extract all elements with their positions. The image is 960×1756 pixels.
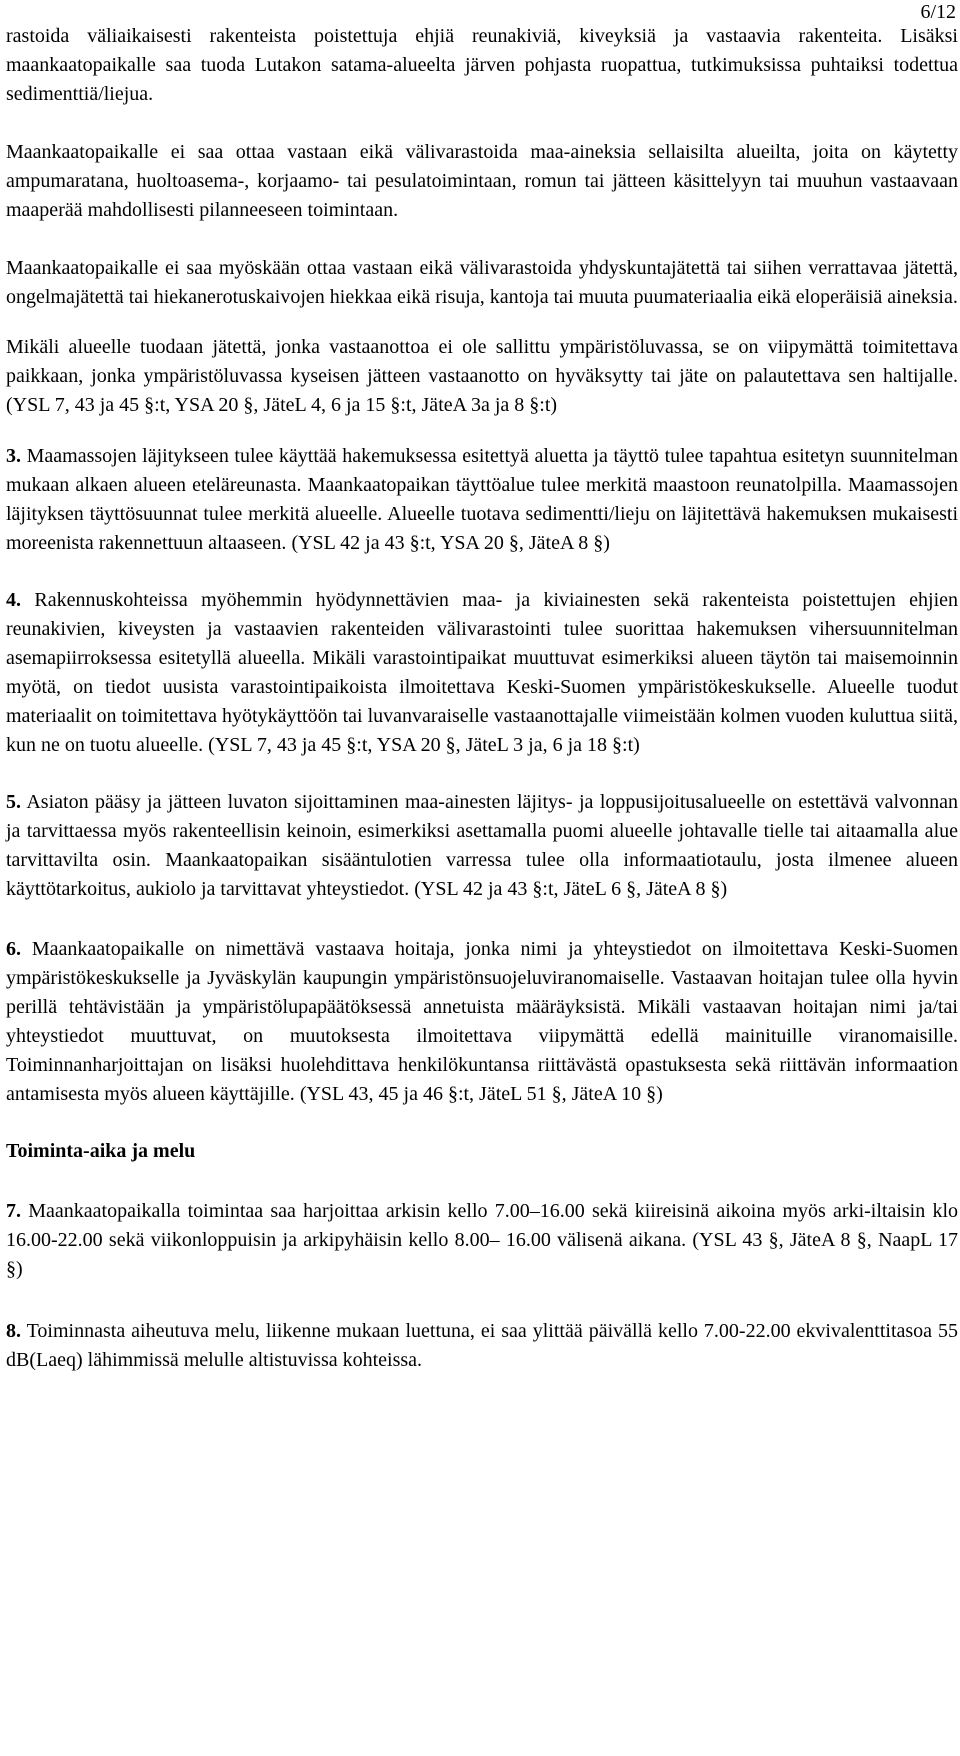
regulation-item-3	[6, 442, 958, 558]
item-text: Maamassojen läjitykseen tulee käyttää hakemuksessa esitettyä aluetta ja täyttö tulee tapahtua esitetyn suunnitelman mukaan alkaen alueen eteläreunasta. Maankaatopaikan täyttöalue tulee merkitä maastoon reunatolpilla. Maamassojen läjityksen täyttösuunnat tulee merkitä alueelle. Alueelle tuotava sedimentti/lieju on läjitettävä hakemuksen mukaisesti moreenista rakennettuun altaaseen.	[6, 445, 959, 554]
item-number: 6.	[6, 938, 21, 960]
item-text: Maankaatopaikalla toimintaa saa harjoittaa arkisin kello 7.00–16.00 sekä kiireisinä aikoina myös arki-iltaisin klo 16.00-22.00 sekä viikonloppuisin ja arkipyhäisin kello 8.00– 16.00 välisenä aikana.	[6, 1200, 959, 1251]
regulation-item-6	[6, 935, 958, 1109]
item-number: 5.	[6, 791, 21, 813]
paragraph-waste-restrictions: Maankaatopaikalle ei saa myöskään ottaa vastaan eikä välivarastoida yhdyskuntajätettä tai siihen verrattavaa jätettä, ongelmajätettä tai hiekanerotuskaivojen hiekkaa eikä risuja, kantoja tai muuta puumateriaalia eikä eloperäisiä aineksia.	[6, 257, 958, 308]
legal-reference: (YSL 42 ja 43 §:t, YSA 20 §, JäteA 8 §)	[291, 532, 610, 554]
regulation-item-7	[6, 1197, 958, 1284]
paragraph-intro: rastoida väliaikaisesti rakenteista poistettuja ehjiä reunakiviä, kiveyksiä ja vastaavia rakenteita. Lisäksi maankaatopaikalle saa tuoda Lutakon satama-alueelta järven pohjasta ruopattua, tutkimuksissa puhtaiksi todettua sedimenttiä/liejua.	[6, 25, 958, 105]
legal-reference: (YSL 43, 45 ja 46 §:t, JäteL 51 §, JäteA 10 §)	[299, 1083, 663, 1105]
paragraph-unauthorized-waste	[6, 333, 958, 420]
document-page	[6, 22, 958, 1375]
item-number: 8.	[6, 1320, 21, 1342]
paragraph-text: Mikäli alueelle tuodaan jätettä, jonka vastaanottoa ei ole sallittu ympäristöluvassa, se on viipymättä toimitettava paikkaan, jonka ympäristöluvassa kyseisen jätteen vastaanotto on hyväksytty tai jäte on palautettava sen haltijalle.	[6, 336, 958, 387]
item-text: Asiaton pääsy ja jätteen luvaton sijoittaminen maa-ainesten läjitys- ja loppusijoitusalueelle on estettävä valvonnan ja tarvittaessa myös rakenteellisin keinoin, esimerkiksi asettamalla puomi alueelle johtavalle tielle tai aitaamalla alue tarvittavilta osin. Maankaatopaikan sisääntulotien varressa tulee olla informaatiotaulu, josta ilmenee alueen käyttötarkoitus, aukiolo ja tarvittavat yhteystiedot.	[6, 791, 958, 900]
item-number: 4.	[6, 589, 21, 611]
section-heading: Toiminta-aika ja melu	[6, 1140, 196, 1162]
legal-reference: (YSL 42 ja 43 §:t, JäteL 6 §, JäteA 8 §)	[414, 878, 728, 900]
item-text: Toiminnasta aiheutuva melu, liikenne mukaan luettuna, ei saa ylittää päivällä kello 7.00-22.00 ekvivalenttitasoa 55 dB(Laeq) lähimmissä melulle altistuvissa kohteissa.	[6, 1320, 959, 1371]
paragraph-soil-restrictions: Maankaatopaikalle ei saa ottaa vastaan eikä välivarastoida maa-aineksia sellaisilta alueilta, joita on käytetty ampumaratana, huoltoasema-, korjaamo- tai pesulatoimintaan, romun tai jätteen käsittelyyn tai muuhun vastaavaan maaperää mahdollisesti pilanneeseen toimintaan.	[6, 141, 958, 221]
item-number: 7.	[6, 1200, 21, 1222]
legal-reference: (YSL 7, 43 ja 45 §:t, YSA 20 §, JäteL 4, 6 ja 15 §:t, JäteA 3a ja 8 §:t)	[6, 394, 558, 416]
page-number: 6/12	[920, 1, 956, 23]
legal-reference: (YSL 43 §, JäteA 8 §, NaapL 17 §)	[6, 1229, 958, 1280]
legal-reference: (YSL 7, 43 ja 45 §:t, YSA 20 §, JäteL 3 ja, 6 ja 18 §:t)	[208, 734, 640, 756]
regulation-item-8	[6, 1317, 958, 1375]
regulation-item-4	[6, 586, 958, 760]
item-text: Maankaatopaikalle on nimettävä vastaava hoitaja, jonka nimi ja yhteystiedot on ilmoitettava Keski-Suomen ympäristökeskukselle ja Jyväskylän kaupungin ympäristönsuojeluviranomaiselle. Vastaavan hoitajan tulee olla hyvin perillä tehtävistään ja ympäristölupapäätöksessä annetuista määräyksistä. Mikäli vastaavan hoitajan nimi ja/tai yhteystiedot muuttuvat, on muutoksesta ilmoitettava viipymättä edellä mainituille viranomaisille. Toiminnanharjoittajan on lisäksi huolehdittava henkilökuntansa riittävästä opastuksesta sekä riittävän informaation antamisesta myös alueen käyttäjille.	[6, 938, 959, 1105]
regulation-item-5	[6, 788, 958, 904]
item-number: 3.	[6, 445, 21, 467]
item-text: Rakennuskohteissa myöhemmin hyödynnettävien maa- ja kiviainesten sekä rakenteista poistettujen ehjien reunakivien, kiveysten ja vastaavien rakenteiden välivarastointi tulee suorittaa hakemuksen vihersuunnitelman asemapiirroksessa esitetyllä alueella. Mikäli varastointipaikat muuttuvat esimerkiksi alueen täytön tai maisemoinnin myötä, on tiedot uusista varastointipaikoista ilmoitettava Keski-Suomen ympäristökeskukselle. Alueelle tuodut materiaalit on toimitettava hyötykäyttöön tai luvanvaraiselle vastaanottajalle viimeistään kolmen vuoden kuluttua siitä, kun ne on tuotu alueelle.	[6, 589, 958, 756]
